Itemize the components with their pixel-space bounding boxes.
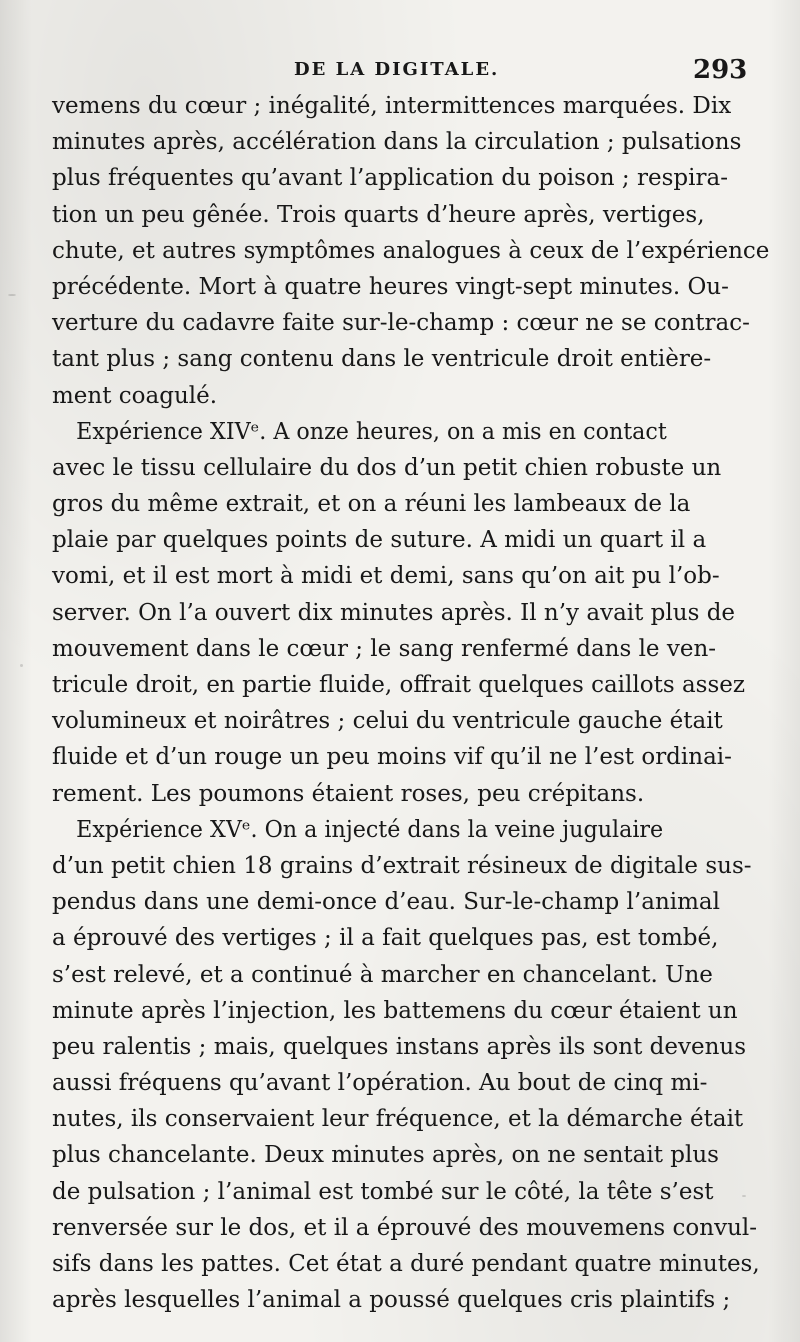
text-line: volumineux et noirâtres ; celui du ventricule gauche était — [52, 708, 723, 735]
text-line: tion un peu gênée. Trois quarts d’heure après, vertiges, — [52, 201, 705, 228]
text-line: tricule droit, en partie fluide, offrait quelques caillots assez — [52, 672, 745, 698]
text-line: minute après l’injection, les battemens du cœur étaient un — [52, 997, 738, 1024]
text-line: précédente. Mort à quatre heures vingt-sept minutes. Ou- — [52, 273, 729, 300]
paper-smudge — [8, 294, 16, 296]
text-line: vomi, et il est mort à midi et demi, sans qu’on ait pu l’ob- — [52, 563, 720, 590]
text-line: ment coagulé. — [52, 382, 218, 409]
text-line: a éprouvé des vertiges ; il a fait quelques pas, est tombé, — [52, 925, 719, 952]
text-line: plus fréquentes qu’avant l’application du poison ; respira- — [52, 165, 728, 192]
page-number: 293 — [693, 55, 748, 85]
text-line: plaie par quelques points de suture. A midi un quart il a — [52, 527, 707, 554]
text-line: aussi fréquens qu’avant l’opération. Au bout de cinq mi- — [52, 1070, 708, 1097]
text-line: s’est relevé, et a continué à marcher en chancelant. Une — [52, 961, 713, 988]
text-line: fluide et d’un rouge un peu moins vif qu’il ne l’est ordinai- — [52, 744, 732, 771]
text-line: pendus dans une demi-once d’eau. Sur-le-champ l’animal — [52, 889, 720, 916]
paper-smudge — [742, 1195, 746, 1197]
text-line: après lesquelles l’animal a poussé quelques cris plaintifs ; — [52, 1287, 731, 1314]
text-line: rement. Les poumons étaient roses, peu crépitans. — [52, 780, 645, 807]
text-line: vemens du cœur ; inégalité, intermittences marquées. Dix — [52, 93, 732, 119]
page-header — [0, 55, 800, 89]
text-line: chute, et autres symptômes analogues à ceux de l’expérience — [52, 237, 770, 264]
text-line: renversée sur le dos, et il a éprouvé des mouvemens convul- — [52, 1214, 758, 1241]
text-line: avec le tissu cellulaire du dos d’un petit chien robuste un — [52, 454, 722, 481]
running-head: DE LA DIGITALE. — [294, 59, 500, 80]
text-line: d’un petit chien 18 grains d’extrait résineux de digitale sus- — [52, 852, 752, 879]
text-line: tant plus ; sang contenu dans le ventricule droit entière- — [52, 346, 712, 373]
text-line: nutes, ils conservaient leur fréquence, et la démarche était — [52, 1106, 744, 1133]
text-line: plus chancelante. Deux minutes après, on ne sentait plus — [52, 1142, 719, 1169]
body-text — [52, 88, 774, 1318]
text-line: gros du même extrait, et on a réuni les lambeaux de la — [52, 491, 691, 518]
text-line: server. On l’a ouvert dix minutes après. Il n’y avait plus de — [52, 599, 736, 626]
text-line: Expérience XIVᵉ. A onze heures, on a mis en contact — [76, 418, 667, 445]
paper-smudge — [20, 664, 23, 667]
text-line: sifs dans les pattes. Cet état a duré pendant quatre minutes, — [52, 1251, 760, 1277]
text-line: mouvement dans le cœur ; le sang renfermé dans le ven- — [52, 635, 717, 662]
text-line: minutes après, accélération dans la circulation ; pulsations — [52, 129, 742, 156]
text-line: de pulsation ; l’animal est tombé sur le côté, la tête s’est — [52, 1178, 714, 1205]
text-line: peu ralentis ; mais, quelques instans après ils sont devenus — [52, 1033, 747, 1060]
text-line: Expérience XVᵉ. On a injecté dans la veine jugulaire — [76, 816, 664, 843]
text-line: verture du cadavre faite sur-le-champ : cœur ne se contrac- — [52, 310, 750, 337]
